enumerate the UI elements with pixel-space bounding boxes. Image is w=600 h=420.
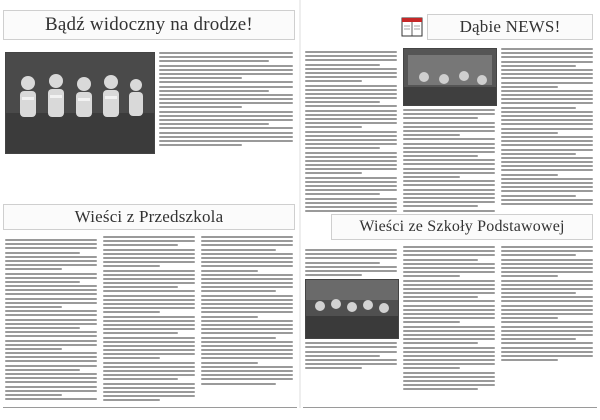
story-school-columns — [305, 246, 593, 393]
story-school-col-2 — [403, 246, 495, 393]
headline-news: Dąbie NEWS! — [459, 17, 561, 36]
photo-school-class-image — [306, 280, 398, 338]
headline-visibility: Bądź widoczny na drodze! — [45, 14, 253, 35]
story-kindergarten-col-2 — [103, 236, 195, 404]
logo-area — [399, 14, 425, 40]
story-kindergarten-col-1 — [5, 236, 97, 404]
headline-banner-visibility — [3, 10, 295, 40]
left-page — [3, 4, 295, 404]
story-kindergarten-col-3 — [201, 236, 293, 404]
story-library-col-1 — [305, 48, 397, 218]
story-visibility-lines — [159, 52, 293, 146]
headline-school: Wieści ze Szkoły Podstawowej — [359, 218, 565, 235]
headline-banner-school — [331, 214, 593, 240]
story-library-col-3 — [501, 48, 593, 218]
headline-banner-news — [427, 14, 593, 40]
story-visibility-text — [159, 52, 293, 148]
photo-school-class — [305, 279, 399, 339]
photo-reflective-vests — [5, 52, 155, 154]
headline-banner-kindergarten — [3, 204, 295, 230]
story-kindergarten-columns — [5, 236, 293, 404]
photo-library — [403, 48, 497, 106]
right-page — [303, 4, 595, 404]
headline-kindergarten: Wieści z Przedszkola — [74, 207, 224, 226]
footer-left — [3, 407, 297, 418]
story-library-col-2 — [403, 48, 495, 218]
footer-right — [303, 407, 597, 418]
page-gutter — [299, 0, 301, 408]
book-logo-icon — [399, 14, 425, 40]
photo-reflective-vests-image — [6, 53, 154, 153]
story-school-col-1 — [305, 246, 397, 393]
photo-library-image — [404, 49, 496, 105]
story-school-col-3 — [501, 246, 593, 393]
story-library-columns — [305, 48, 593, 218]
